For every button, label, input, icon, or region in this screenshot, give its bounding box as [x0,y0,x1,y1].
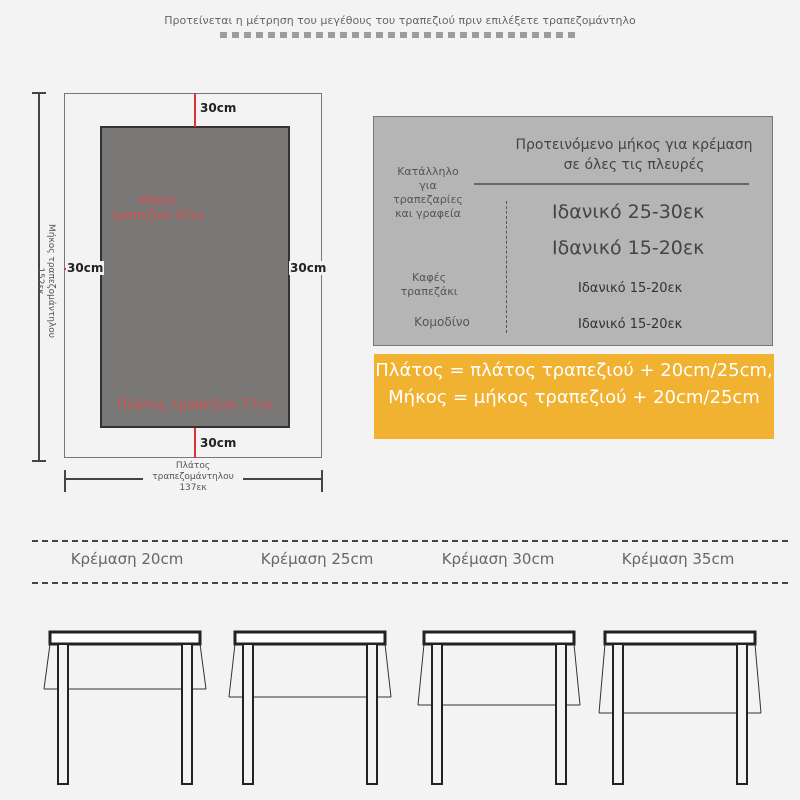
table-35-leg-right [737,644,747,784]
table-25-top [235,632,385,644]
hang-top-label: 30cm [200,101,237,115]
cloth-width-tick-right [321,470,323,492]
cloth-length-label: Μήκος τραπεζομάντηλου 152εκ [35,223,56,339]
hang-bottom-line [194,428,196,458]
table-20-top [50,632,200,644]
row-3-value: Ιδανικό 15-20εκ [578,281,683,296]
header-note: Προτείνεται η μέτρηση του μεγέθους του τραπεζιού πριν επιλέξετε τραπεζομάντηλο [164,14,636,27]
row-4-value: Ιδανικό 15-20εκ [578,317,683,332]
table-drop-illustrations [0,620,800,790]
table-20-leg-right [182,644,192,784]
dashed-divider-top [32,540,788,542]
cloth-length-tick-bottom [32,460,46,462]
drop-label-25: Κρέμαση 25cm [260,550,374,568]
cloth-width-label: Πλάτος τραπεζομάντηλου 137εκ [143,461,243,494]
row-1-label: Κατάλληλο για τραπεζαρίες και γραφεία [393,165,463,220]
hang-right-label: 30cm [290,261,327,275]
table-25-leg-right [367,644,377,784]
drop-label-20: Κρέμαση 20cm [70,550,184,568]
table-35-leg-left [613,644,623,784]
formula-box: Πλάτος = πλάτος τραπεζιού + 20cm/25cm, Μήκος = μήκος τραπεζιού + 20cm/25cm [374,354,774,439]
table-length-label: Μήκος τραπεζιού 92εκ [111,193,205,222]
row-1-value: Ιδανικό 25-30εκ [552,201,705,223]
panel-vertical-divider [506,201,507,333]
table-25-leg-left [243,644,253,784]
header-subtitle-strip [220,32,580,38]
panel-header-divider [474,183,749,185]
hang-top-line [194,93,196,127]
table-top [100,126,290,428]
table-35-top [605,632,755,644]
dashed-divider-bottom [32,582,788,584]
drop-label-35: Κρέμαση 35cm [621,550,735,568]
suggestion-panel [373,116,773,346]
drop-label-30: Κρέμαση 30cm [441,550,555,568]
row-2-value: Ιδανικό 15-20εκ [552,237,705,259]
row-4-label: Κομοδίνο [414,315,470,329]
row-3-label: Καφές τραπεζάκι [400,271,458,298]
panel-title: Προτεινόμενο μήκος για κρέμαση σε όλες τις πλευρές [515,137,753,173]
table-30-leg-right [556,644,566,784]
cloth-width-tick-left [64,470,66,492]
table-width-label: Πλάτος τραπεζιού 77εκ [117,398,273,413]
table-30-top [424,632,574,644]
hang-left-label: 30cm [67,261,104,275]
table-20-leg-left [58,644,68,784]
cloth-length-tick-top [32,92,46,94]
hang-bottom-label: 30cm [200,436,237,450]
table-30-leg-left [432,644,442,784]
